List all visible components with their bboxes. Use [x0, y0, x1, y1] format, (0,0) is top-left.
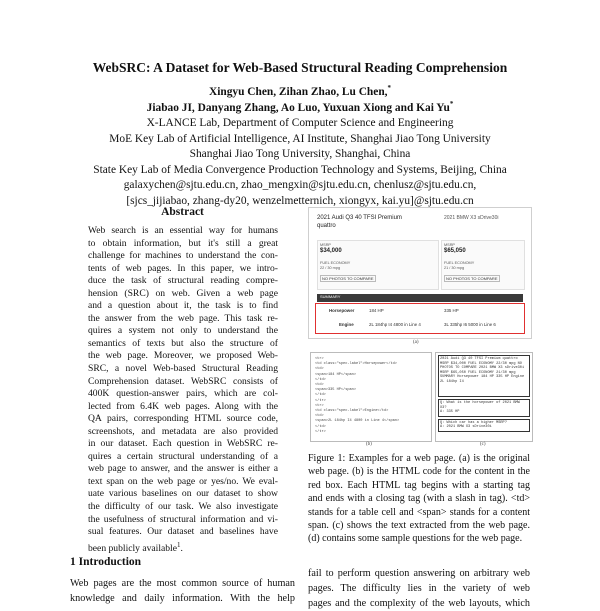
compare-button[interactable]: NO PHOTOS TO COMPARE: [322, 276, 374, 281]
engine-label: Engine: [339, 322, 354, 327]
code-line: <td class="spec-label">Horsepower</td>: [315, 362, 397, 367]
abstract-body: [88, 225, 278, 555]
code-line: <td>: [315, 367, 324, 372]
abstract-line: and a question about it, the task is to find: [88, 300, 278, 312]
abstract-line: text span on the web page or yes/no. We eval-: [88, 475, 278, 487]
car1-title-cont: quattro: [317, 223, 336, 229]
car1-fuel: 22 / 30 mpg: [320, 266, 341, 270]
footnote-mark[interactable]: 1: [176, 540, 181, 549]
abstract-line: Comprehension dataset. WebSRC consists of: [88, 375, 278, 387]
abstract-line: in our dataset. Each question in WebSRC re-: [88, 438, 278, 450]
code-line: <span>2L 184hp I4 4800 in Line 4</span>: [315, 419, 400, 424]
abstract-line: screenshots, and metadata are also provided: [88, 425, 278, 437]
abstract-line: lected from 6.4K web pages. Along with the: [88, 400, 278, 412]
intro-line: Web pages are the most common source of human: [70, 578, 295, 589]
authors-line-2: Jiabao JI, Danyang Zhang, Ao Luo, Yuxuan Xiong and Kai Yu*: [146, 100, 454, 114]
msrp-label: MSRP: [444, 243, 455, 247]
abstract-line: quires a system not only to understand the: [88, 325, 278, 337]
code-line: </td>: [315, 393, 326, 398]
abstract-line: duce the task of structural reading compre-: [88, 275, 278, 287]
abstract-line: the usefulness of structural information and vi-: [88, 513, 278, 525]
abstract-line: the web page. Moreover, we proposed Web-: [88, 350, 278, 362]
hp-label: Horsepower: [329, 308, 355, 313]
car2-engine: 3L 335hp I6 5000 in Line 6: [444, 322, 496, 327]
car2-fuel: 21 / 30 mpg: [444, 266, 465, 270]
abstract-heading: Abstract: [161, 206, 204, 218]
affiliations: [0, 116, 600, 209]
code-line: <span>335 HP</span>: [315, 388, 356, 393]
affiliation-line: MoE Key Lab of Artificial Intelligence, AI Institute, Shanghai Jiao Tong University: [109, 132, 491, 145]
caption-line: red box. Each HTML tag begins with a starting tag: [308, 479, 530, 491]
caption-line: stands for a table cell and <span> stands for a content: [308, 506, 530, 518]
summary-bar: SUMMARY: [317, 294, 523, 302]
answer: A: 2021 BMW X3 sDrive30i: [440, 425, 492, 430]
car2-price: $65,050: [444, 248, 466, 254]
abstract-line: SRC, a novel Web-based Structural Reading: [88, 363, 278, 375]
figure-label-a: (a): [413, 340, 419, 345]
figure-label-c: (c): [480, 442, 486, 447]
question: Q: Which car has a higher MSRP?: [440, 420, 507, 425]
caption-line: (d) contains some sample questions for the web page.: [308, 533, 523, 545]
authors-line-1: Xingyu Chen, Zihan Zhao, Lu Chen,*: [208, 84, 392, 98]
car1-price: $34,000: [320, 248, 342, 254]
code-line: <td>: [315, 383, 324, 388]
body-line: fail to perform question answering on arbitrary web: [308, 568, 530, 579]
caption-line: Figure 1: Examples for a web page. (a) is the original: [308, 453, 530, 464]
abstract-line: web page to answer, and the answer is either a: [88, 463, 278, 475]
intro-line: knowledge and daily information. With the help: [70, 593, 295, 604]
question-block: [438, 399, 530, 417]
figure-caption: [308, 452, 530, 546]
abstract-line: the answer from the web page. This task re-: [88, 312, 278, 324]
code-line: <tr>: [315, 403, 324, 408]
introduction-body: [70, 576, 295, 606]
fuel-label: FUEL ECONOMY: [320, 261, 351, 265]
car1-title: 2021 Audi Q3 40 TFSI Premium: [317, 215, 402, 221]
question-block: [438, 419, 530, 432]
abstract-line: the difficulty of our task. We also investigate: [88, 501, 278, 513]
question: Q: What is the horsepower of 2021 BMW X3?: [440, 401, 520, 410]
figure-1a-webpage: [308, 207, 532, 339]
code-line: <td>: [315, 414, 324, 419]
body-line: pages. The difficulty lies in the variety of web: [308, 583, 530, 594]
abstract-line: uate various baselines on our dataset to show: [88, 488, 278, 500]
abstract-line: hension (SRC) on web. Given a web page: [88, 287, 278, 299]
email-line: galaxychen@sjtu.edu.cn, zhao_mengxin@sjtu.edu.cn, chenlusz@sjtu.edu.cn,: [123, 179, 477, 191]
code-line: <tr>: [315, 357, 324, 361]
body-line: pages and the complexity of the web layouts, which: [308, 598, 530, 609]
abstract-line: semantics of texts but also the structure of: [88, 337, 278, 349]
code-line: <span>184 HP</span>: [315, 372, 356, 377]
figure-label-b: (b): [366, 442, 372, 447]
abstract-last-line: been publicly available$^1$.: [88, 540, 183, 554]
affiliation-line: X-LANCE Lab, Department of Computer Science and Engineering: [146, 117, 454, 129]
car2-title: 2021 BMW X3 sDrive30i: [444, 215, 499, 221]
figure-1b-html-code: [310, 352, 432, 442]
abstract-line: challenge for machines to understand the con-: [88, 250, 278, 262]
code-line: </tr>: [315, 398, 326, 403]
msrp-label: MSRP: [320, 243, 331, 247]
caption-line: and ends with a closing tag (with a slash in tag). <td>: [308, 493, 530, 505]
section-heading-introduction: 1 Introduction: [70, 556, 142, 568]
answer: A: 335 HP: [440, 410, 460, 415]
affiliation-line: State Key Lab of Media Convergence Production Technology and Systems, Beijing, China: [93, 163, 507, 176]
caption-line: span. (c) shows the text extracted from the web page.: [308, 520, 530, 532]
abstract-line: tents of web pages. In this paper, we intro-: [88, 262, 278, 274]
abstract-line: QA pairs, corresponding HTML source code,: [88, 413, 278, 425]
abstract-line: quires a certain structural understanding of a: [88, 450, 278, 462]
car1-engine: 2L 184hp I4 4800 in Line 4: [369, 322, 421, 327]
code-line: </td>: [315, 377, 326, 382]
car1-hp: 184 HP: [369, 308, 384, 313]
red-highlight-box: [315, 303, 525, 334]
email-line: [sjcs_jijiabao, zhang-dy20, wenzelmetternich, xiongyx, kai.yu]@sjtu.edu.cn: [126, 194, 474, 207]
code-line: <td class="spec-label">Engine</td>: [315, 409, 389, 414]
compare-button[interactable]: NO PHOTOS TO COMPARE: [446, 276, 498, 281]
abstract-line: sual features. Our dataset and baselines have: [88, 526, 278, 538]
caption-line: web page. (b) is the HTML code for the content in the: [308, 466, 530, 478]
paper-title: WebSRC: A Dataset for Web-Based Structural Reading Comprehension: [92, 60, 508, 75]
right-column-body: [308, 566, 530, 611]
car2-hp: 335 HP: [444, 308, 459, 313]
figure-1c-extracted-text: [435, 352, 533, 442]
code-line: </tr>: [315, 429, 326, 434]
abstract-line: 400K question-answer pairs, which are col-: [88, 388, 278, 400]
fuel-label: FUEL ECONOMY: [444, 261, 475, 265]
abstract-line: to obtain information, but it's still a great: [88, 237, 278, 249]
extracted-text-block: 2021 Audi Q3 40 TFSI Premium quattro MSRP $34,000 FUEL ECONOMY 22/30 mpg NO PHOTOS TO COMPARE 2021 BMW X3 sDrive30i MSRP $65,050 FUEL ECONOMY 21/30 mpg SUMMARY Horsepower 184 HP 335 HP Engine 2L 184hp I4: [438, 355, 530, 397]
abstract-line: Web search is an essential way for humans: [88, 225, 278, 236]
affiliation-line: Shanghai Jiao Tong University, Shanghai, China: [189, 148, 411, 160]
code-line: </td>: [315, 424, 326, 429]
